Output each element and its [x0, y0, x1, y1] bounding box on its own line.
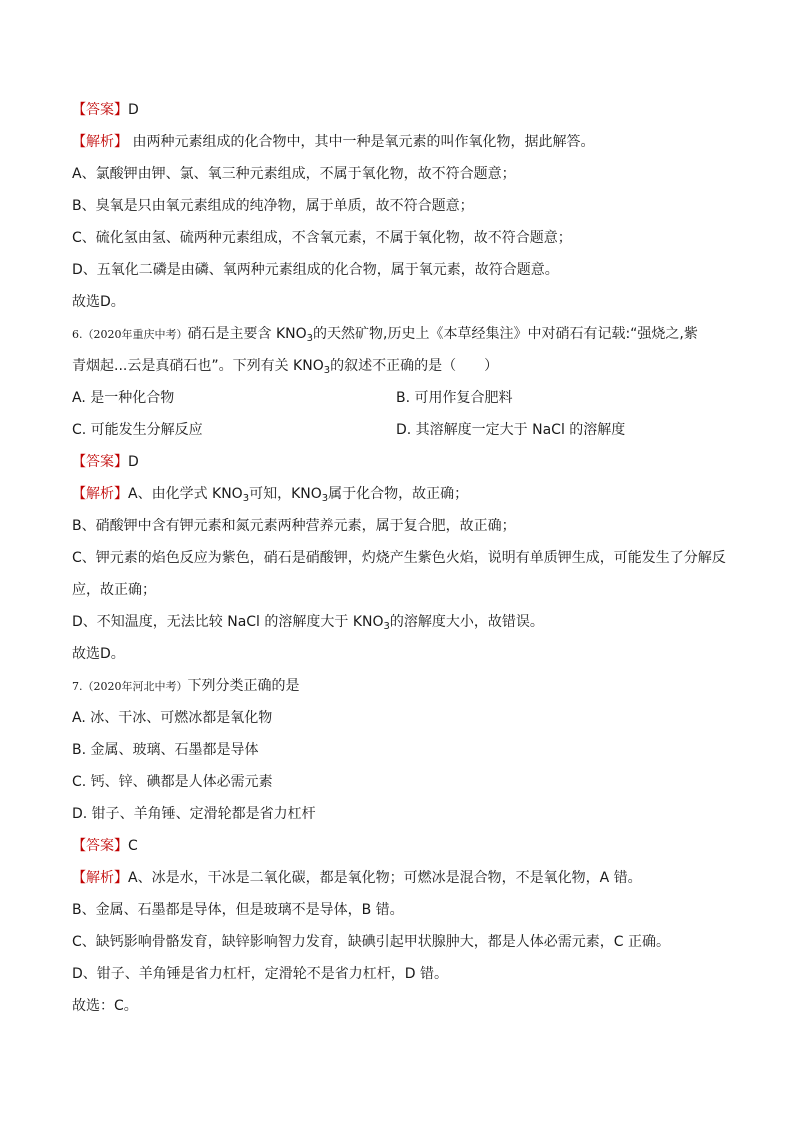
q6-analysis-a: A、由化学式 KNO: [128, 486, 243, 502]
q7-answer-line: [72, 836, 138, 856]
q5-analysis-tag: 【解析】: [72, 134, 128, 150]
q6-source: （2020年重庆中考）: [82, 328, 188, 341]
q7-stem-line: [72, 676, 300, 697]
q7-final: 故选：C。: [72, 998, 138, 1014]
q6-option-a: A. 是一种化合物: [72, 390, 175, 406]
q6-answer-tag: 【答案】: [72, 454, 128, 470]
q6-sub-3: 3: [242, 493, 250, 504]
q7-answer: C: [128, 838, 138, 854]
q6-analysis-c: 属于化合物，故正确；: [328, 486, 469, 502]
q6-analysis-line: [72, 484, 468, 509]
q6-number: 6.: [72, 328, 83, 341]
q6-stem-d: 的叙述不正确的是（ ）: [330, 358, 499, 374]
q6-stem-a: 硝石是主要含 KNO: [187, 326, 307, 342]
q5-answer-tag: 【答案】: [72, 102, 128, 118]
q6-answer-line: [72, 452, 139, 472]
q6-line-c1: C、钾元素的焰色反应为紫色，硝石是硝酸钾，灼烧产生紫色火焰，说明有单质钾生成，可能发生了分解反: [72, 550, 726, 566]
q5-analysis: 由两种元素组成的化合物中，其中一种是氧元素的叫作氧化物，据此解答。: [132, 134, 595, 150]
q7-line-b: B、金属、石墨都是导体，但是玻璃不是导体，B 错。: [72, 902, 404, 918]
q6-analysis-tag: 【解析】: [72, 486, 128, 502]
q6-line-d: [72, 612, 544, 637]
q7-number: 7.: [72, 680, 83, 693]
q6-stem-b: 的天然矿物,历史上《本草经集注》中对硝石有记载:“强烧之,紫: [313, 326, 698, 342]
q7-source: （2020年河北中考）: [82, 680, 188, 693]
q6-line-b: B、硝酸钾中含有钾元素和氮元素两种营养元素，属于复合肥，故正确；: [72, 518, 516, 534]
q7-analysis: A、冰是水，干冰是二氧化碳，都是氧化物；可燃冰是混合物，不是氧化物，A 错。: [128, 870, 642, 886]
q6-final: 故选D。: [72, 646, 125, 662]
q6-analysis-b: 可知，KNO: [249, 486, 322, 502]
q6-sub-5: 3: [383, 621, 390, 632]
q7-line-c: C、缺钙影响骨骼发育，缺锌影响智力发育，缺碘引起甲状腺肿大，都是人体必需元素，C 正确。: [72, 934, 670, 950]
q6-stem-line-1: [72, 324, 698, 349]
q7-stem: 下列分类正确的是: [187, 678, 300, 694]
q6-stem-line-2: [72, 356, 498, 381]
q6-option-c: C. 可能发生分解反应: [72, 422, 203, 438]
q7-analysis-tag: 【解析】: [72, 870, 128, 886]
q6-answer: D: [128, 454, 139, 470]
q7-option-d: D. 钳子、羊角锤、定滑轮都是省力杠杆: [72, 806, 316, 822]
q6-line-d-b: 的溶解度大小，故错误。: [389, 614, 544, 630]
q7-option-a: A. 冰、干冰、可燃冰都是氧化物: [72, 710, 273, 726]
q7-answer-tag: 【答案】: [72, 838, 128, 854]
q6-line-c2: 应，故正确；: [72, 582, 156, 598]
q5-final: 故选D。: [72, 294, 125, 310]
q7-option-b: B. 金属、玻璃、石墨都是导体: [72, 742, 259, 758]
q5-line-c: C、硫化氢由氢、硫两种元素组成，不含氧元素，不属于氧化物，故不符合题意；: [72, 230, 572, 246]
q5-answer-line: [72, 100, 139, 120]
q6-sub-2: 3: [323, 365, 331, 376]
q6-option-b: B. 可用作复合肥料: [396, 390, 513, 406]
q5-analysis-line: [72, 132, 594, 152]
q5-answer: D: [128, 102, 139, 118]
q7-line-d: D、钳子、羊角锤是省力杠杆，定滑轮不是省力杠杆，D 错。: [72, 966, 449, 982]
q6-stem-c: 青烟起...云是真硝石也”。下列有关 KNO: [72, 358, 324, 374]
q5-line-a: A、氯酸钾由钾、氯、氧三种元素组成，不属于氧化物，故不符合题意；: [72, 166, 516, 182]
q6-sub-4: 3: [321, 493, 329, 504]
q6-option-d: D. 其溶解度一定大于 NaCl 的溶解度: [396, 422, 626, 438]
q6-line-d-a: D、不知温度，无法比较 NaCl 的溶解度大于 KNO: [72, 614, 384, 630]
q6-sub-1: 3: [306, 333, 313, 344]
q7-option-c: C. 钙、锌、碘都是人体必需元素: [72, 774, 273, 790]
q5-line-d: D、五氧化二磷是由磷、氧两种元素组成的化合物，属于氧元素，故符合题意。: [72, 262, 559, 278]
q5-line-b: B、臭氧是只由氧元素组成的纯净物，属于单质，故不符合题意；: [72, 198, 474, 214]
q7-analysis-line: [72, 868, 642, 888]
